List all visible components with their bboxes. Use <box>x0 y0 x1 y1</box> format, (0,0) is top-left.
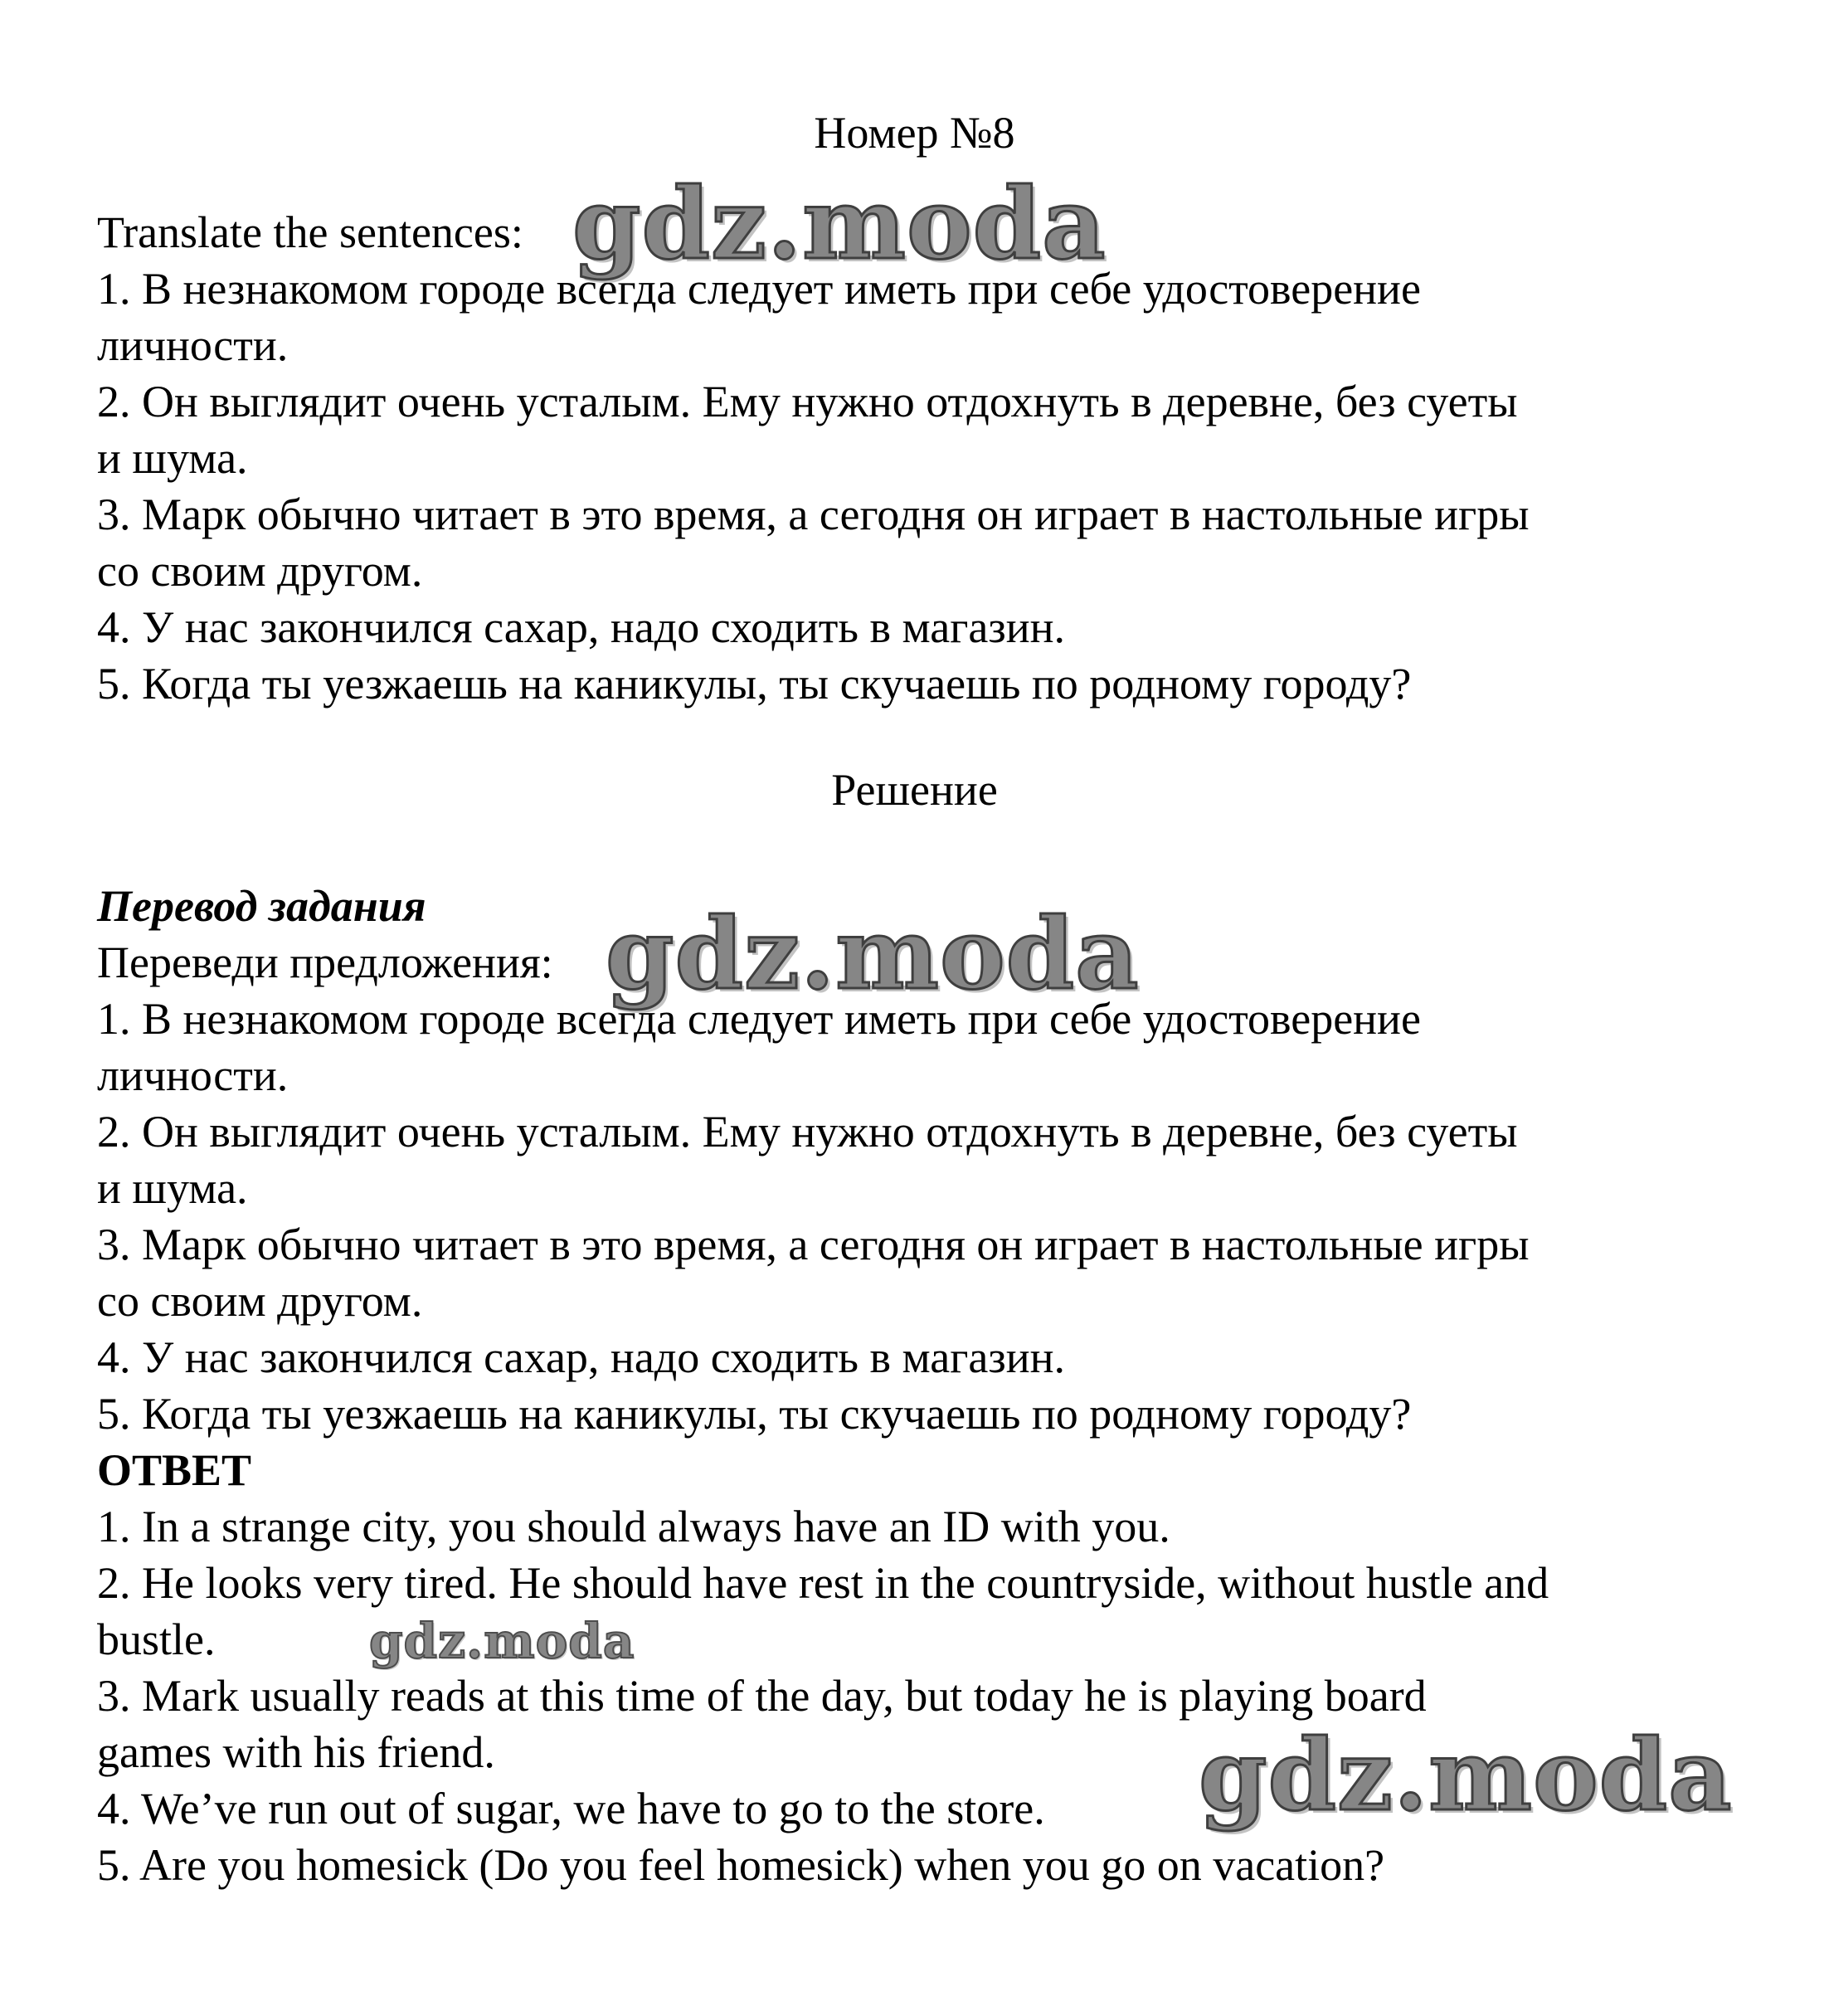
task-line: личности. <box>97 320 289 370</box>
translation-line: 3. Марк обычно читает в это время, а сегодня он играет в настольные игры <box>97 1220 1530 1269</box>
translation-heading: Перевод задания <box>97 881 426 931</box>
solution-heading: Решение <box>831 765 998 815</box>
translation-line: 4. У нас закончился сахар, надо сходить в магазин. <box>97 1332 1066 1382</box>
answer-line: 1. In a strange city, you should always have an ID with you. <box>97 1502 1170 1551</box>
task-line: 2. Он выглядит очень усталым. Ему нужно отдохнуть в деревне, без суеты <box>97 377 1518 426</box>
watermark-logo: gdz.moda <box>606 896 1140 1011</box>
page-title: Номер №8 <box>814 108 1015 158</box>
translation-line: личности. <box>97 1050 289 1100</box>
answer-line: bustle. <box>97 1614 216 1664</box>
task-line: со своим другом. <box>97 546 423 596</box>
task-line: и шума. <box>97 433 248 483</box>
answer-line: games with his friend. <box>97 1727 495 1777</box>
translation-line: со своим другом. <box>97 1276 423 1326</box>
translation-line: 1. В незнакомом городе всегда следует иметь при себе удостоверение <box>97 994 1421 1044</box>
translation-line: и шума. <box>97 1163 248 1213</box>
watermark-logo: gdz.moda <box>1199 1717 1733 1833</box>
task-line: 3. Марк обычно читает в это время, а сегодня он играет в настольные игры <box>97 489 1530 539</box>
answer-line: 5. Are you homesick (Do you feel homesick) when you go on vacation? <box>97 1840 1385 1890</box>
translation-prompt: Переведи предложения: <box>97 937 553 987</box>
answer-line: 3. Mark usually reads at this time of the day, but today he is playing board <box>97 1671 1427 1721</box>
answer-line: 4. We’ve run out of sugar, we have to go to the store. <box>97 1784 1045 1833</box>
watermark-logo: gdz.moda <box>572 166 1107 281</box>
translation-line: 5. Когда ты уезжаешь на каникулы, ты скучаешь по родному городу? <box>97 1389 1412 1439</box>
translation-line: 2. Он выглядит очень усталым. Ему нужно отдохнуть в деревне, без суеты <box>97 1107 1518 1157</box>
answer-heading: ОТВЕТ <box>97 1445 252 1495</box>
task-line: 5. Когда ты уезжаешь на каникулы, ты скучаешь по родному городу? <box>97 659 1412 709</box>
answer-line: 2. He looks very tired. He should have rest in the countryside, without hustle and <box>97 1558 1549 1608</box>
task-line: 1. В незнакомом городе всегда следует иметь при себе удостоверение <box>97 264 1421 314</box>
task-prompt: Translate the sentences: <box>97 207 523 257</box>
task-line: 4. У нас закончился сахар, надо сходить в магазин. <box>97 602 1066 652</box>
watermark-logo: gdz.moda <box>369 1613 635 1669</box>
